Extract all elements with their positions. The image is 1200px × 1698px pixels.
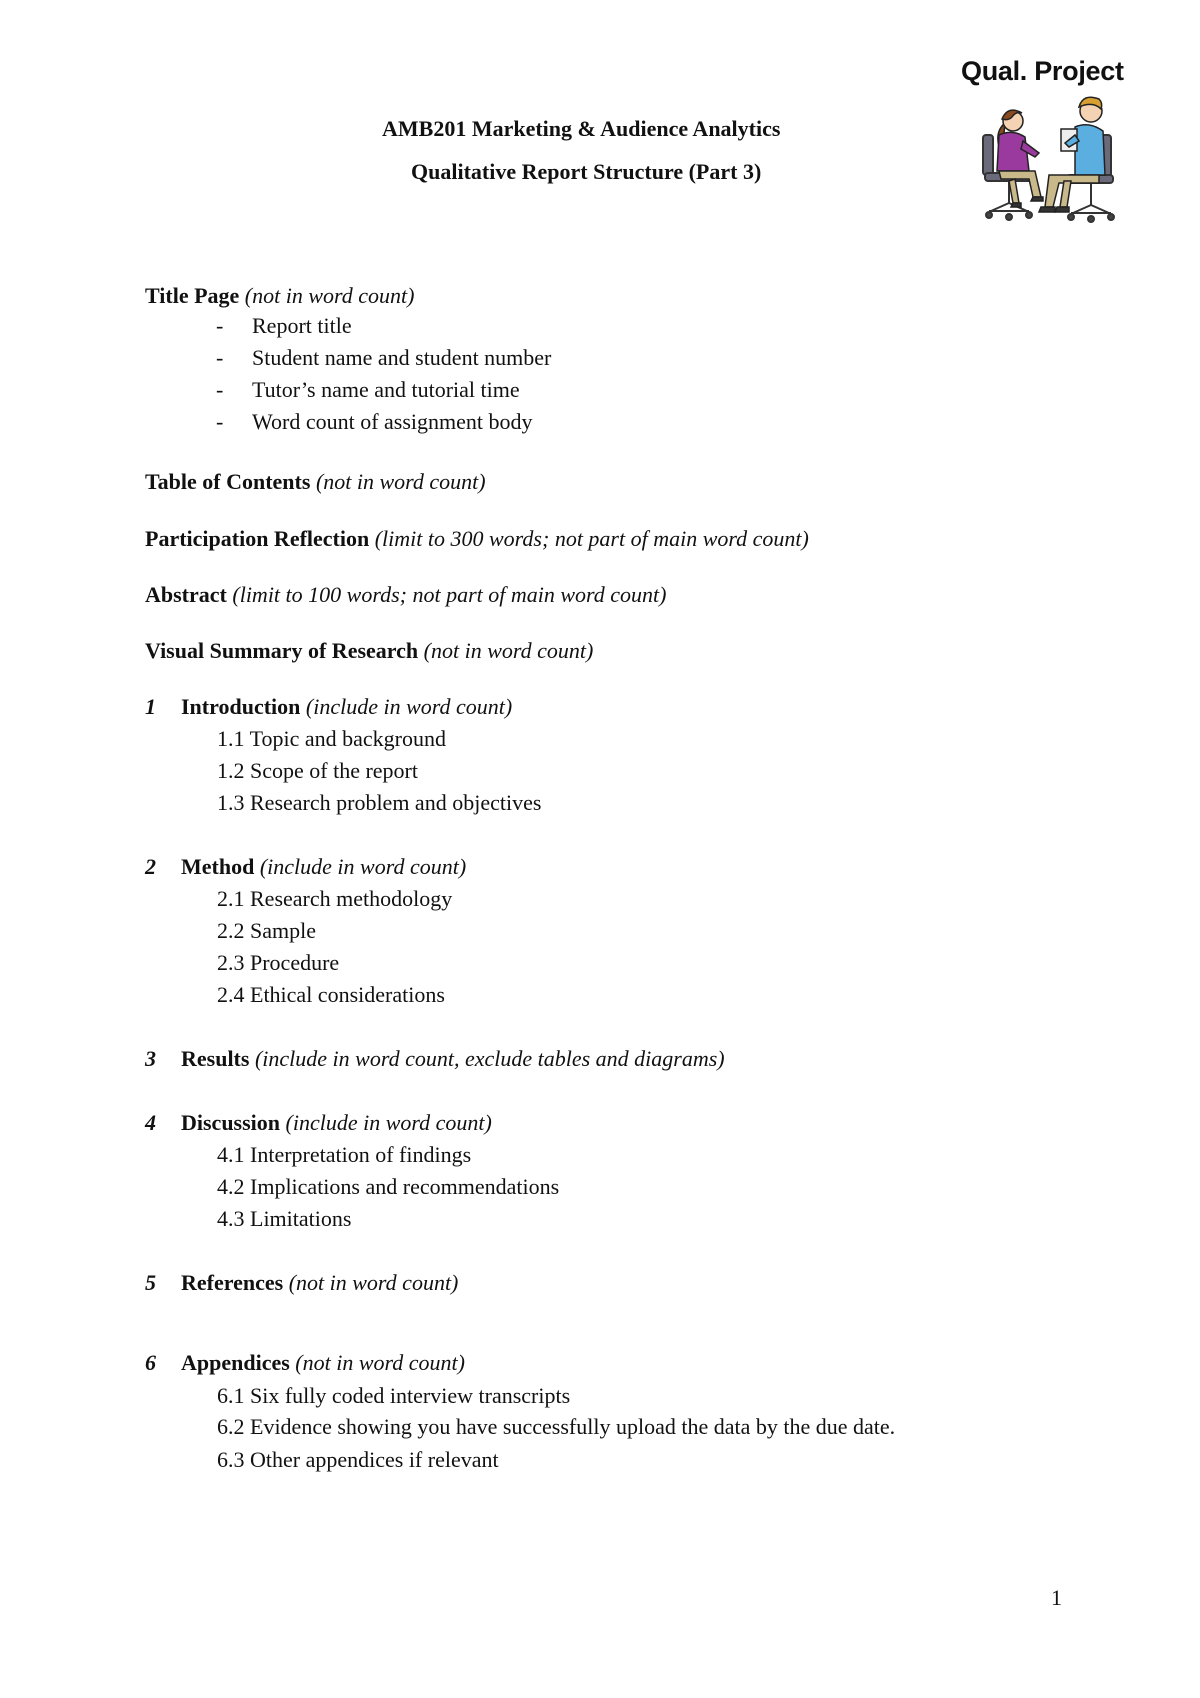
subsection-item: 2.4 Ethical considerations (217, 982, 445, 1007)
subsection-item: 1.1 Topic and background (217, 726, 447, 751)
list-item: - Tutor’s name and tutorial time (216, 377, 520, 402)
title-page-note: (not in word count) (244, 283, 415, 308)
reflection-heading: Participation Reflection (limit to 300 words; not part of main word count) (145, 526, 809, 551)
subsection-item: 2.3 Procedure (217, 950, 340, 975)
subsection-item: 6.2 Evidence showing you have successfully upload the data by the due date. (217, 1414, 896, 1439)
subsection-item: 6.3 Other appendices if relevant (217, 1447, 499, 1472)
subsection-item: 2.2 Sample (217, 918, 316, 943)
section-heading: 3 Results (include in word count, exclude tables and diagrams) (145, 1046, 725, 1071)
list-item: - Report title (216, 313, 352, 338)
section-heading: 4 Discussion (include in word count) (145, 1110, 492, 1135)
subsection-item: 4.1 Interpretation of findings (217, 1142, 472, 1167)
list-item: - Student name and student number (216, 345, 552, 370)
section-heading: 2 Method (include in word count) (145, 854, 467, 879)
subsection-item: 1.2 Scope of the report (217, 758, 418, 783)
document-subtitle: Qualitative Report Structure (Part 3) (411, 159, 762, 184)
section-heading: 1 Introduction (include in word count) (145, 694, 513, 719)
title-page-heading (145, 283, 414, 309)
page-number: 1 (1051, 1585, 1062, 1610)
subsection-item: 1.3 Research problem and objectives (217, 790, 542, 815)
course-title: AMB201 Marketing & Audience Analytics (382, 116, 781, 141)
toc-heading: Table of Contents (not in word count) (145, 469, 486, 494)
subsection-item: 6.1 Six fully coded interview transcripts (217, 1383, 571, 1408)
section-heading: 5 References (not in word count) (145, 1270, 459, 1295)
visual-summary-heading: Visual Summary of Research (not in word count) (145, 638, 594, 663)
title-page-label: Title Page (145, 283, 240, 308)
subsection-item: 4.3 Limitations (217, 1206, 352, 1231)
abstract-heading: Abstract (limit to 100 words; not part of main word count) (145, 582, 667, 607)
list-item: - Word count of assignment body (216, 409, 533, 434)
section-heading: 6 Appendices (not in word count) (145, 1350, 465, 1375)
badge-title: Qual. Project (961, 56, 1124, 86)
subsection-item: 4.2 Implications and recommendations (217, 1174, 560, 1199)
subsection-item: 2.1 Research methodology (217, 886, 453, 911)
interview-illustration (975, 93, 1125, 233)
